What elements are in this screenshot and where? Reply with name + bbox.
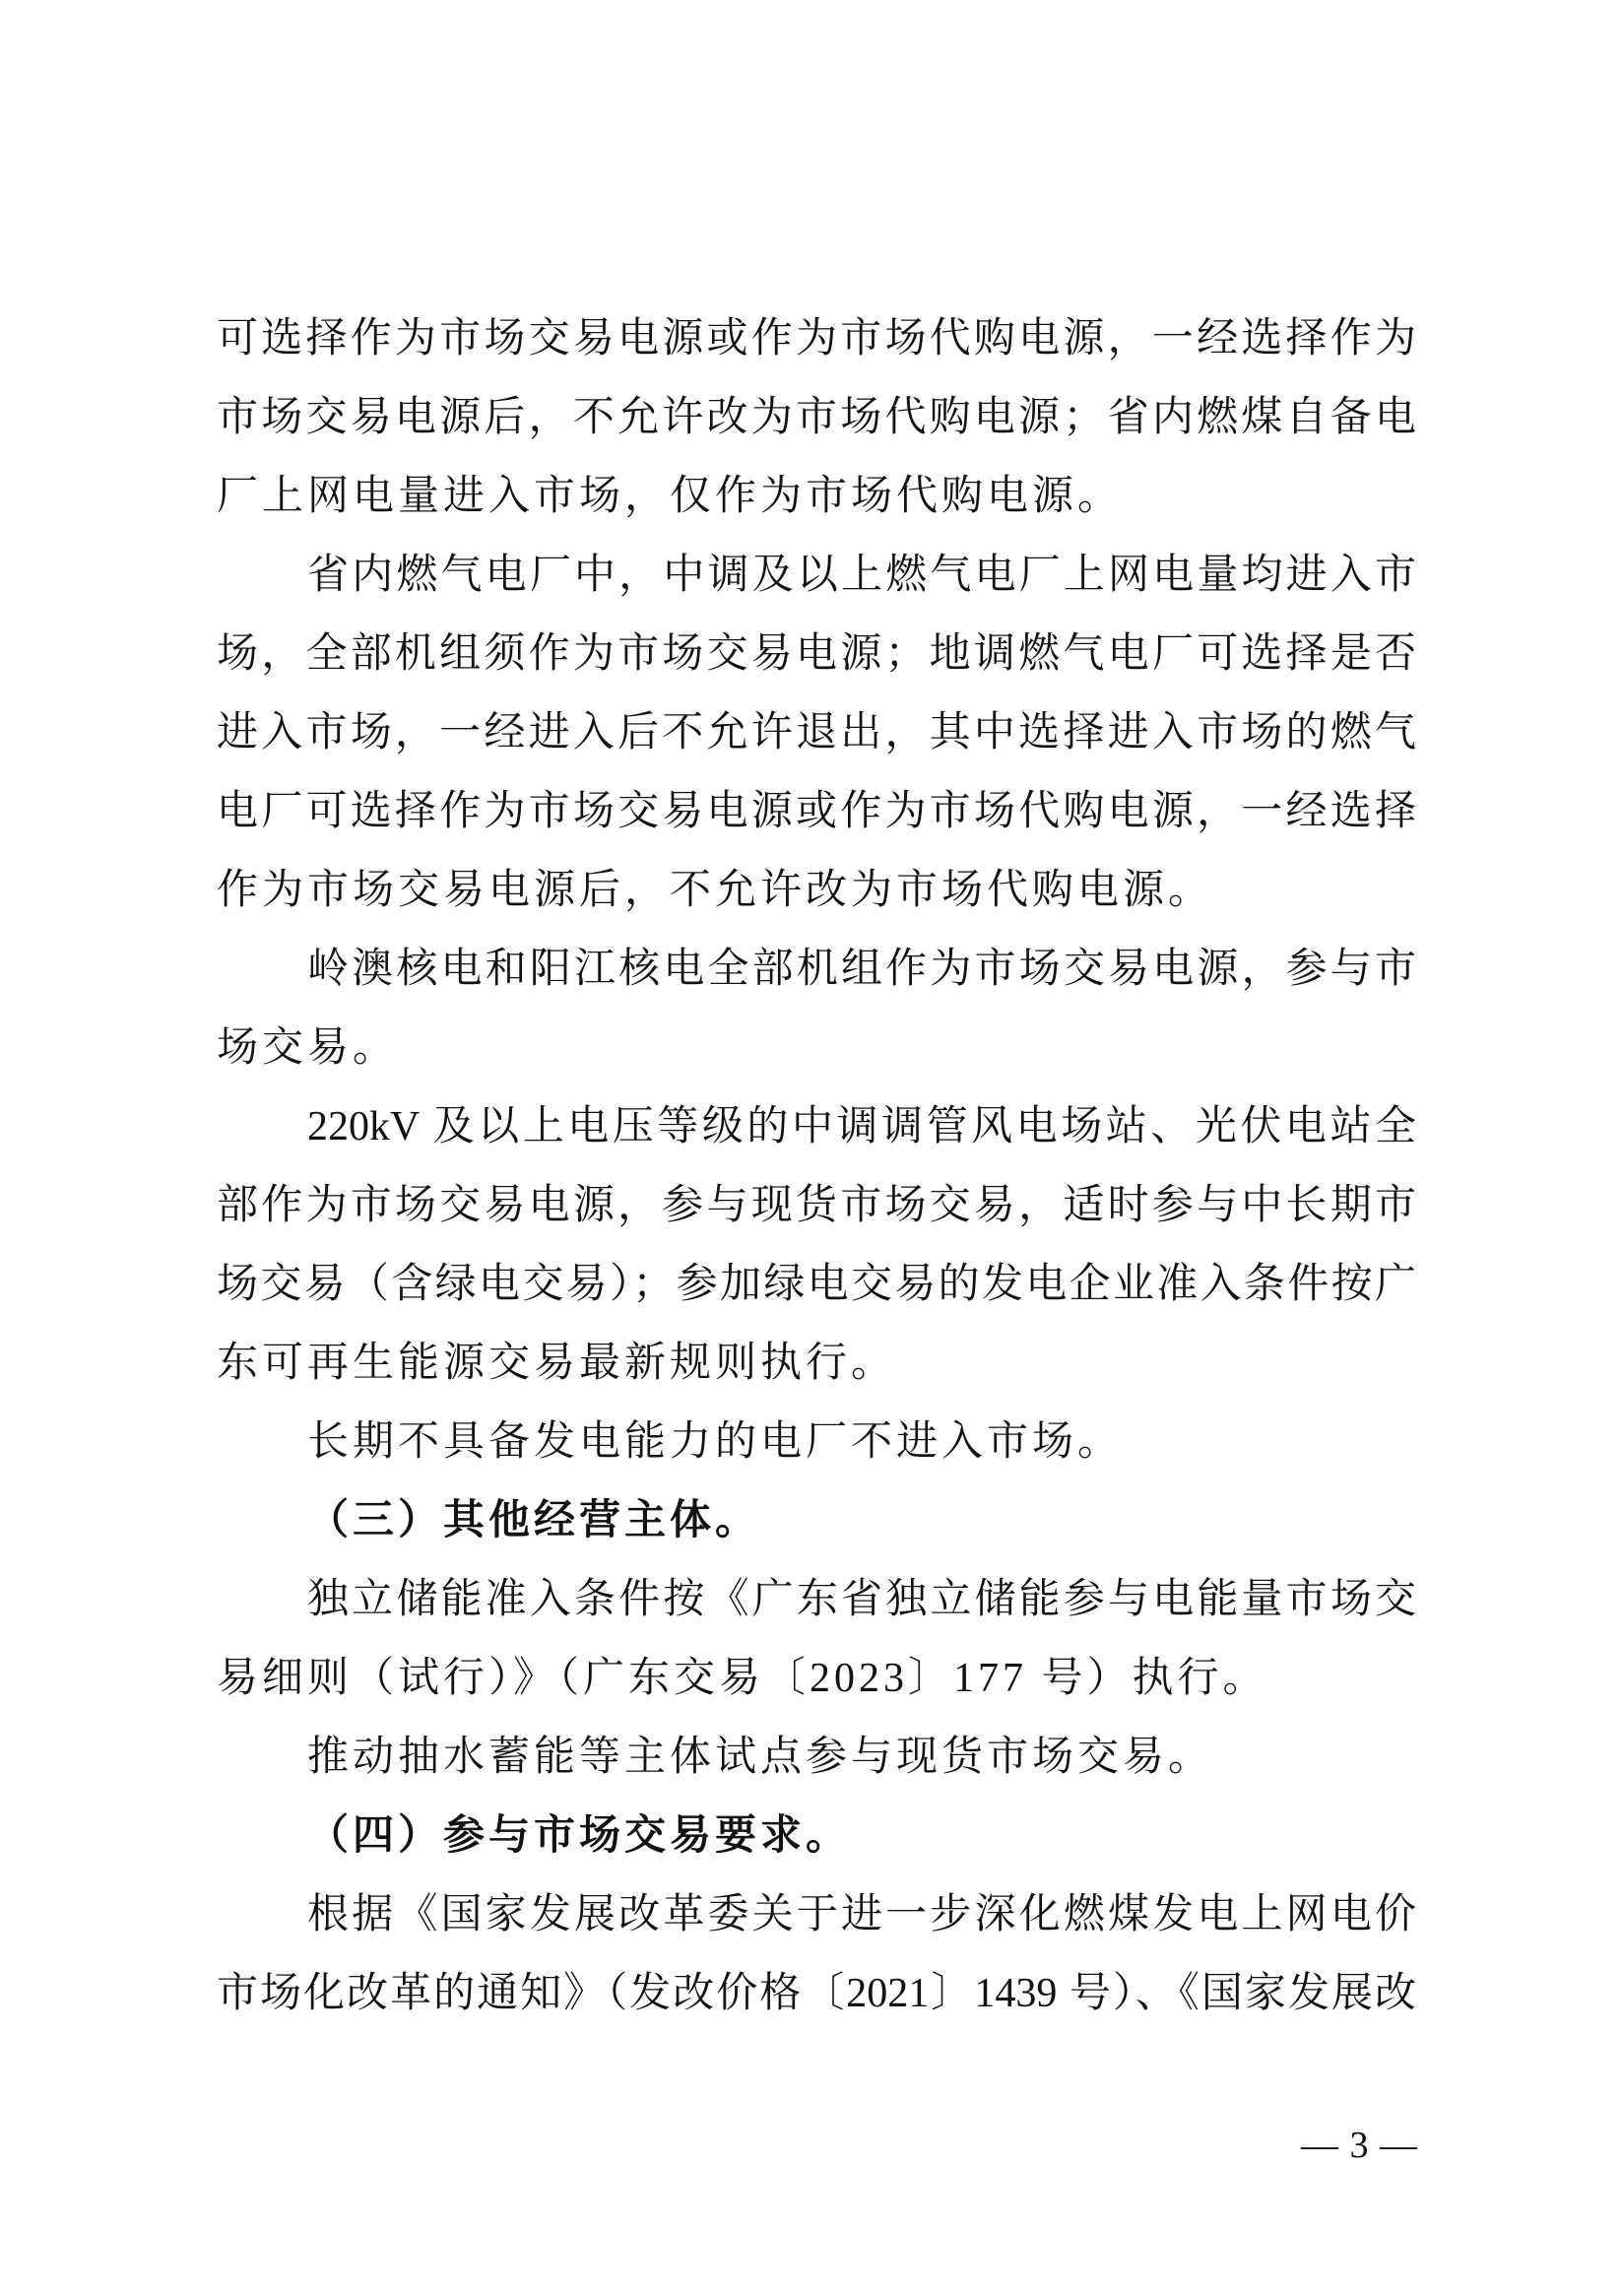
- para-non-generating-plants: [217, 1403, 1416, 1481]
- para-independent-storage: [217, 1560, 1416, 1718]
- document-body: [217, 299, 1416, 2033]
- para-nuclear-plants: [217, 930, 1416, 1087]
- heading-line: （四）参与市场交易要求。: [307, 1813, 852, 1859]
- text-line: 场交易。: [217, 1025, 399, 1071]
- text-line: 可选择作为市场交易电源或作为市场代购电源，一经选择作为: [217, 316, 1416, 361]
- text-line: 推动抽水蓄能等主体试点参与现货市场交易。: [307, 1735, 1214, 1780]
- text-line: 作为市场交易电源后，不允许改为市场代购电源。: [217, 868, 1214, 913]
- text-line: 进入市场，一经进入后不允许退出，其中选择进入市场的燃气: [217, 710, 1416, 755]
- text-line: 岭澳核电和阳江核电全部机组作为市场交易电源，参与市: [307, 947, 1416, 992]
- text-line: 独立储能准入条件按《广东省独立储能参与电能量市场交: [307, 1577, 1416, 1622]
- text-line: 根据《国家发展改革委关于进一步深化燃煤发电上网电价: [307, 1892, 1416, 1937]
- text-line: 省内燃气电厂中，中调及以上燃气电厂上网电量均进入市: [307, 553, 1416, 598]
- para-coal-market-continued: [217, 299, 1416, 536]
- text-line: 220kV 及以上电压等级的中调调管风电场站、光伏电站全: [307, 1104, 1416, 1149]
- para-wind-solar: [217, 1087, 1416, 1403]
- page-number: — 3 —: [1301, 2125, 1418, 2166]
- text-line: 东可再生能源交易最新规则执行。: [217, 1341, 897, 1386]
- text-line: 部作为市场交易电源，参与现货市场交易，适时参与中长期市: [217, 1183, 1416, 1228]
- text-line: 易细则（试行）》（广东交易〔2023〕177 号）执行。: [217, 1656, 1268, 1701]
- text-line: 场交易（含绿电交易）；参加绿电交易的发电企业准入条件按广: [217, 1262, 1416, 1307]
- text-line: 长期不具备发电能力的电厂不进入市场。: [307, 1419, 1124, 1465]
- para-gas-plants: [217, 536, 1416, 930]
- text-line: 场，全部机组须作为市场交易电源；地调燃气电厂可选择是否: [217, 631, 1416, 677]
- text-line: 电厂可选择作为市场交易电源或作为市场代购电源，一经选择: [217, 789, 1416, 834]
- heading-line: （三）其他经营主体。: [307, 1498, 761, 1543]
- heading-other-entities: [217, 1481, 1416, 1560]
- para-pumped-storage: [217, 1718, 1416, 1797]
- text-line: 市场化改革的通知》（发改价格〔2021〕1439 号）、《国家发展改: [217, 1971, 1416, 2016]
- para-policy-basis: [217, 1875, 1416, 2033]
- text-line: 厂上网电量进入市场，仅作为市场代购电源。: [217, 474, 1124, 519]
- text-line: 市场交易电源后，不允许改为市场代购电源；省内燃煤自备电: [217, 395, 1416, 440]
- heading-participation-requirements: [217, 1797, 1416, 1875]
